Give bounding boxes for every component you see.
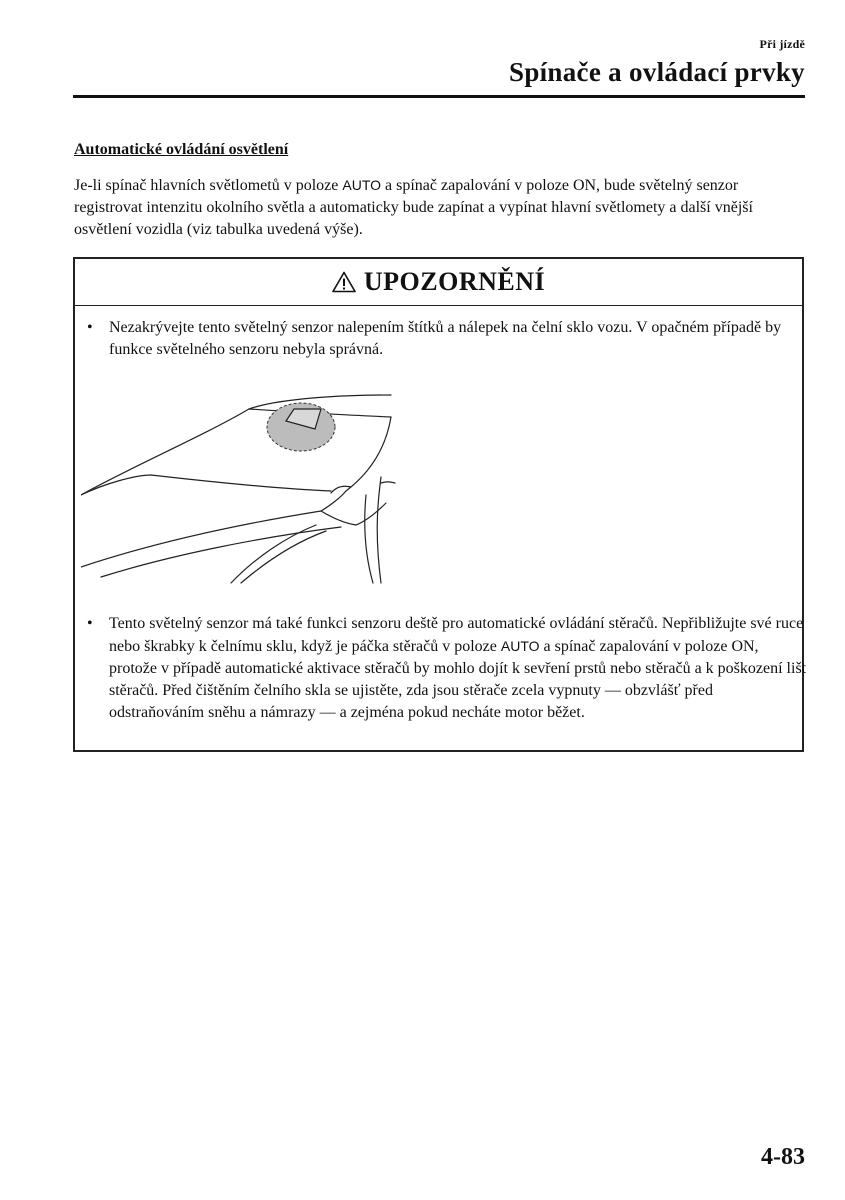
section-heading: Automatické ovládání osvětlení [74,141,289,158]
header-section-label: Při jízdě [759,37,805,51]
warning-bullet-1-text: Nezakrývejte tento světelný senzor nalepením štítků a nálepek na čelní sklo vozu. V opačném případě by funkce světelného senzoru nebyla správná. [109,319,782,358]
warning-header [75,259,802,306]
warning-triangle-icon [332,271,356,293]
intro-text-1: Je-li spínač hlavních světlometů v poloze [74,177,343,194]
windshield-sensor-illustration [81,387,396,587]
page-number: 4-83 [761,1144,805,1170]
bullet-marker: • [87,615,93,632]
warning-bullet-2 [87,613,809,724]
warning-bullet-2-auto-label: AUTO [500,638,540,654]
intro-auto-label: AUTO [342,177,382,193]
bullet-marker: • [87,319,93,336]
warning-bullet-1 [87,317,809,361]
header-rule [73,95,805,98]
warning-bullet-2-text-1: Tento světelný senzor má také funkci senzoru deště pro automatické ovládání stěračů. Nepřibližujte své ruce nebo škrabky k čelnímu sklu, když je páčka stěračů v poloze [109,615,804,655]
warning-bullet-2-text-2: a spínač zapalování v poloze ON, protože v případě automatické aktivace stěračů by mohlo dojít k sevření prstů nebo stěračů a k poškození lišt stěračů. Před čištěním čelního skla se ujistěte, zda jsou stěrače zcela vypnuty — obzvlášť před odstraňováním sněhu a námrazy — a zejména pokud necháte motor běžet. [109,638,807,721]
intro-paragraph [74,174,809,241]
intro-text-2: a spínač zapalování v poloze ON, bude světelný senzor registrovat intenzitu okolního světla a automaticky bude zapínat a vypínat hlavní světlomety a další vnější osvětlení vozidla (viz tabulka uvedená výše). [74,177,753,238]
warning-title: UPOZORNĚNÍ [363,267,546,296]
page-title: Spínače a ovládací prvky [509,57,805,87]
warning-box [73,257,807,752]
